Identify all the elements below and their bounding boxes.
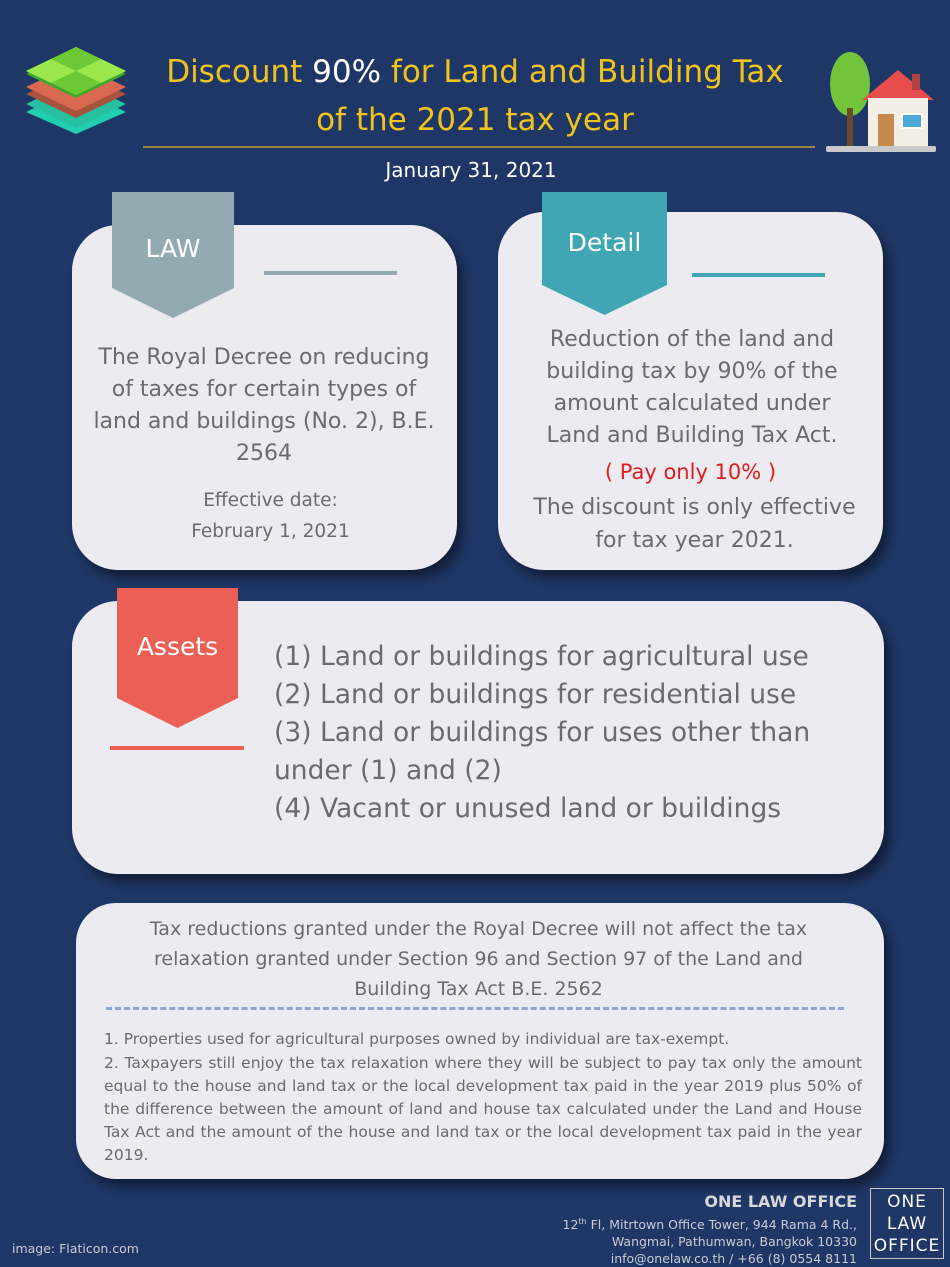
house-icon (822, 50, 940, 154)
title-divider (143, 146, 815, 148)
law-ribbon-label: LAW (145, 234, 201, 263)
title-discount-value: 90% (312, 54, 382, 90)
law-decree-text: The Royal Decree on reducing of taxes for certain types of land and buildings (No. 2), B.E. 2564 (93, 345, 435, 466)
list-item: (3) Land or buildings for uses other than under (1) and (2) (274, 717, 811, 786)
assets-ribbon (117, 588, 238, 728)
contact-info: info@onelaw.co.th / +66 (8) 0554 8111 (610, 1251, 857, 1267)
list-item: (4) Vacant or unused land or buildings (274, 793, 782, 824)
law-effective-date: February 1, 2021 (191, 521, 350, 542)
page-title (130, 48, 820, 144)
detail-pay-only: ( Pay only 10% ) (604, 460, 777, 484)
detail-accent-bar (692, 273, 825, 277)
assets-list (274, 638, 814, 828)
list-item: (2) Land or buildings for residential use (274, 679, 797, 710)
law-accent-bar (264, 271, 397, 275)
notes-divider (106, 1007, 844, 1010)
law-ribbon (112, 192, 234, 318)
detail-ribbon-label: Detail (567, 228, 642, 257)
title-text-1: Discount (166, 54, 313, 90)
publish-date: January 31, 2021 (385, 158, 557, 182)
detail-ribbon (542, 192, 667, 315)
list-item: (1) Land or buildings for agricultural use (274, 641, 809, 672)
notes-point-1: 1. Properties used for agricultural purposes owned by individual are tax-exempt. (104, 1030, 730, 1048)
assets-ribbon-label: Assets (136, 632, 219, 661)
detail-effective-note: The discount is only effective for tax year 2021. (533, 495, 856, 553)
title-text-2: for Land and Building Tax (381, 54, 784, 90)
law-effective-label: Effective date: (203, 490, 338, 511)
one-law-office-logo: ONE LAW OFFICE (870, 1188, 944, 1259)
land-layers-icon (18, 44, 134, 134)
title-line-2: of the 2021 tax year (316, 102, 634, 138)
notes-main-text: Tax reductions granted under the Royal Decree will not affect the tax relaxation granted under Section 96 and Section 97 of the Land and Building Tax Act B.E. 2562 (149, 918, 808, 1000)
firm-address (470, 1213, 857, 1267)
address-line-2: Wangmai, Pathumwan, Bangkok 10330 (611, 1234, 857, 1250)
address-line-1: 12th Fl, Mitrtown Office Tower, 944 Rama 4 Rd., (562, 1217, 857, 1233)
detail-reduction-text: Reduction of the land and building tax by 90% of the amount calculated under Land and Building Tax Act. (546, 327, 838, 448)
image-credit: image: Flaticon.com (12, 1241, 139, 1256)
assets-accent-bar (110, 746, 244, 750)
firm-name: ONE LAW OFFICE (704, 1192, 857, 1211)
notes-point-2: 2. Taxpayers still enjoy the tax relaxation where they will be subject to pay tax only the amount equal to the house and land tax or the local development tax paid in the year 2019 plus 50% of the difference between the amount of land and house tax calculated under the Land and House Tax Act and the amount of the house and land tax or the local development tax paid in the year 2019. (104, 1054, 862, 1164)
